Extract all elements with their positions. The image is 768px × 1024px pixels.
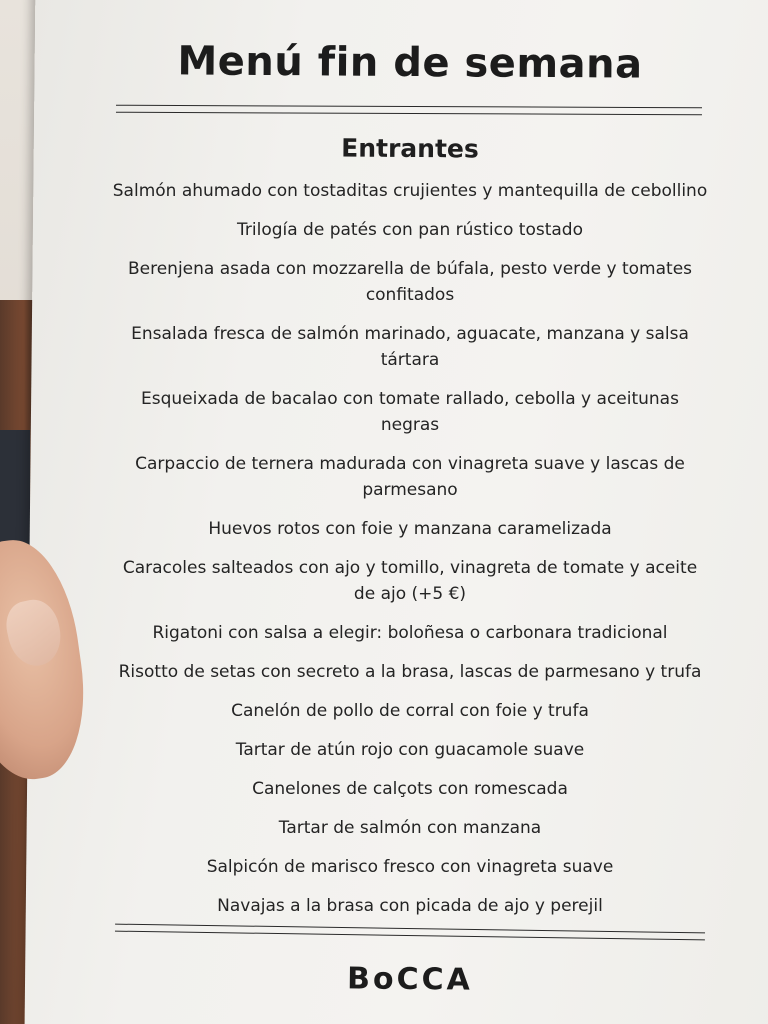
menu-item: Berenjena asada con mozzarella de búfala, pesto verde y tomates confitados	[127, 259, 693, 305]
menu-item: Salmón ahumado con tostaditas crujientes y mantequilla de cebollino	[112, 181, 708, 201]
menu-item: Navajas a la brasa con picada de ajo y perejil	[217, 896, 603, 916]
menu-item: Ensalada fresca de salmón marinado, aguacate, manzana y salsa tártara	[131, 324, 689, 370]
menu-item: Esqueixada de bacalao con tomate rallado, cebolla y aceitunas negras	[141, 389, 679, 435]
restaurant-logo: BoCCA	[346, 961, 474, 998]
menu-item-list	[70, 178, 750, 932]
menu-item: Tartar de atún rojo con guacamole suave	[235, 740, 585, 760]
menu-item: Canelones de calçots con romescada	[252, 779, 568, 799]
section-heading-entrantes: Entrantes	[341, 133, 479, 164]
menu-item: Huevos rotos con foie y manzana caramelizada	[208, 519, 612, 539]
menu-content	[70, 0, 750, 1024]
menu-item: Risotto de setas con secreto a la brasa, lascas de parmesano y trufa	[118, 662, 702, 682]
menu-item: Trilogía de patés con pan rústico tostado	[237, 220, 583, 240]
menu-item: Tartar de salmón con manzana	[278, 818, 542, 838]
menu-item: Rigatoni con salsa a elegir: boloñesa o carbonara tradicional	[152, 623, 668, 643]
menu-item: Carpaccio de ternera madurada con vinagreta suave y lascas de parmesano	[135, 454, 685, 500]
menu-item: Salpicón de marisco fresco con vinagreta suave	[206, 857, 614, 877]
top-double-rule	[116, 105, 702, 116]
menu-item: Canelón de pollo de corral con foie y trufa	[231, 701, 589, 721]
menu-item: Caracoles salteados con ajo y tomillo, vinagreta de tomate y aceite de ajo (+5 €)	[122, 558, 698, 604]
menu-title: Menú fin de semana	[177, 38, 643, 88]
